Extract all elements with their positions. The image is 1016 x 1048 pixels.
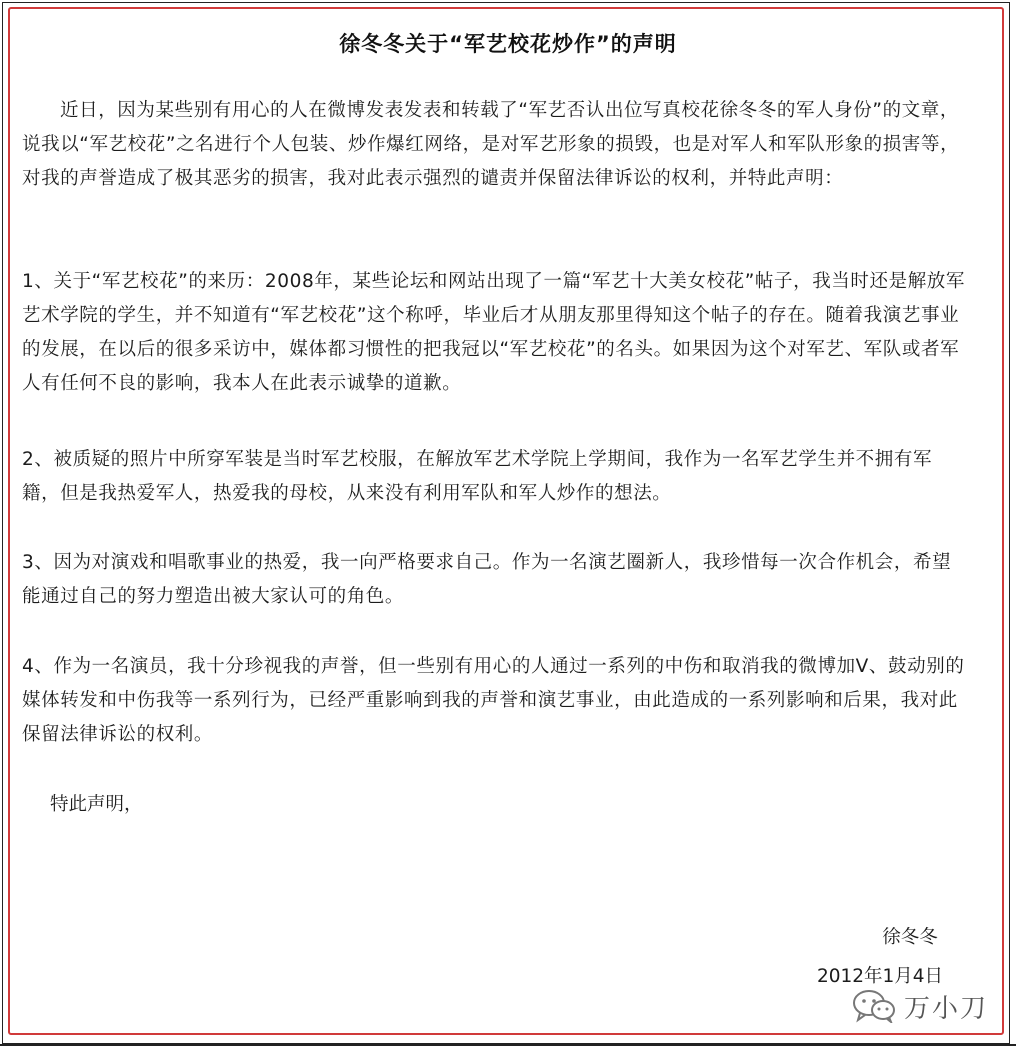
statement-closing: 特此声明， xyxy=(50,794,143,815)
page-bottom-rule xyxy=(0,1044,1016,1046)
watermark xyxy=(852,988,988,1024)
statement-signature: 徐冬冬 xyxy=(882,927,938,948)
statement-title: 徐冬冬关于“军艺校花炒作”的声明 xyxy=(339,32,677,56)
statement-point-2: 2、被质疑的照片中所穿军装是当时军艺校服，在解放军艺术学院上学期间，我作为一名军艺学生并不拥有军籍，但是我热爱军人，热爱我的母校，从来没有利用军队和军人炒作的想法。 xyxy=(22,449,933,504)
watermark-text: 万小刀 xyxy=(904,993,989,1024)
wechat-icon xyxy=(852,989,896,1023)
statement-intro: 近日，因为某些别有用心的人在微博发表发表和转载了“军艺否认出位写真校花徐冬冬的军人身份”的文章，说我以“军艺校花”之名进行个人包装、炒作爆红网络，是对军艺形象的损毁，也是对军人和军队形象的损害等，对我的声誉造成了极其恶劣的损害，我对此表示强烈的谴责并保留法律诉讼的权利，并特此声明： xyxy=(22,100,960,189)
statement-date: 2012年1月4日 xyxy=(816,966,944,987)
statement-point-3: 3、因为对演戏和唱歌事业的热爱，我一向严格要求自己。作为一名演艺圈新人，我珍惜每一次合作机会，希望能通过自己的努力塑造出被大家认可的角色。 xyxy=(22,552,952,607)
statement-point-1: 1、关于“军艺校花”的来历：2008年，某些论坛和网站出现了一篇“军艺十大美女校花”帖子，我当时还是解放军艺术学院的学生，并不知道有“军艺校花”这个称呼，毕业后才从朋友那里得知这个帖子的存在。随着我演艺事业的发展，在以后的很多采访中，媒体都习惯性的把我冠以“军艺校花”的名头。如果因为这个对军艺、军队或者军人有任何不良的影响，我本人在此表示诚挚的道歉。 xyxy=(22,271,965,394)
statement-point-4: 4、作为一名演员，我十分珍视我的声誉，但一些别有用心的人通过一系列的中伤和取消我的微博加V、鼓动别的媒体转发和中伤我等一系列行为，已经严重影响到我的声誉和演艺事业，由此造成的一系列影响和后果，我对此保留法律诉讼的权利。 xyxy=(22,656,965,745)
